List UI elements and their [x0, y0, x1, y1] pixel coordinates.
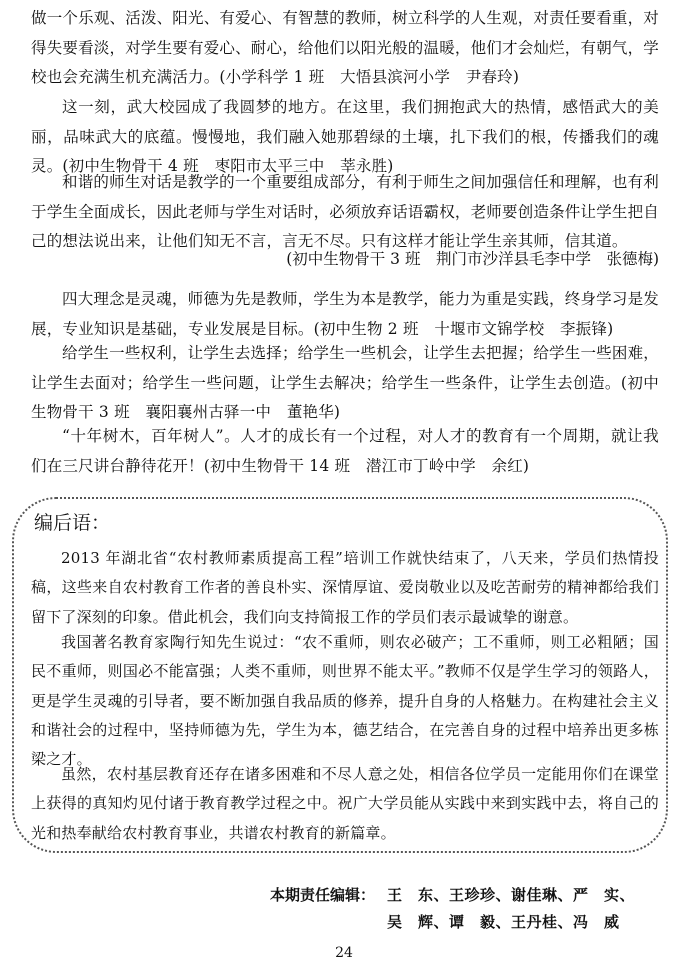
afterword-paragraph-1: 2013 年湖北省“农村教师素质提高工程”培训工作就快结束了，八天来，学员们热情投稿，这些来自农村教育工作者的善良朴实、深情厚谊、爱岗敬业以及吃苦耐劳的精神都给我们留下了深刻的印象。借此机会，我们向支持简报工作的学员们表示最诚挚的谢意。 [31, 549, 659, 626]
paragraph-4: 四大理念是灵魂，师德为先是教师，学生为本是教学，能力为重是实践，终身学习是发展，专业知识是基础，专业发展是目标。(初中生物 2 班 十堰市文锦学校 李振锋) [31, 290, 659, 338]
paragraph-3-attribution: (初中生物骨干 3 班 荆门市沙洋县毛李中学 张德梅) [286, 250, 659, 268]
paragraph-6: “十年树木，百年树人”。人才的成长有一个过程，对人才的教育有一个周期，就让我们在三尺讲台静待花开！(初中生物骨干 14 班 潜江市丁岭中学 余红) [31, 427, 659, 475]
afterword-paragraph-3: 虽然，农村基层教育还存在诸多困难和不尽人意之处，相信各位学员一定能用你们在课堂上获得的真知灼见付诸于教育教学过程之中。祝广大学员能从实践中来到实践中去，将自己的光和热奉献给农村教育事业，共谱农村教育的新篇章。 [31, 765, 659, 842]
afterword-paragraph-2: 我国著名教育家陶行知先生说过：“农不重师，则农必破产；工不重师，则工必粗陋；国民不重师，则国必不能富强；人类不重师，则世界不能太平。”教师不仅是学生学习的领路人，更是学生灵魂的引导者，要不断加强自我品质的修养，提升自身的人格魅力。在构建社会主义和谐社会的过程中，坚持师德为先，学生为本，德艺结合，在完善自身的过程中培养出更多栋梁之才。 [31, 633, 659, 769]
editors-line-2: 吴 辉、谭 毅、王丹桂、冯 威 [387, 913, 620, 931]
paragraph-2: 这一刻，武大校园成了我圆梦的地方。在这里，我们拥抱武大的热情，感悟武大的美丽，品味武大的底蕴。慢慢地，我们融入她那碧绿的土壤，扎下我们的根，传播我们的魂灵。(初中生物骨干 4 班 枣阳市太平三中 莘永胜) [31, 98, 659, 175]
editors-line-1: 王 东、王珍珍、谢佳琳、严 实、 [387, 886, 636, 904]
paragraph-3: 和谐的师生对话是教学的一个重要组成部分，有利于师生之间加强信任和理解，也有利于学生全面成长，因此老师与学生对话时，必须放弃话语霸权，老师要创造条件让学生把自己的想法说出来，让他们知无不言，言无不尽。只有这样才能让学生亲其师，信其道。 [31, 173, 660, 250]
page-number: 24 [335, 945, 353, 961]
editors-label: 本期责任编辑： [270, 886, 376, 904]
paragraph-5: 给学生一些权利，让学生去选择；给学生一些机会，让学生去把握；给学生一些困难，让学生去面对；给学生一些问题，让学生去解决；给学生一些条件，让学生去创造。(初中生物骨干 3 班 襄阳襄州古驿一中 董艳华) [31, 344, 659, 421]
afterword-title: 编后语： [34, 512, 111, 534]
editors-block [270, 882, 660, 938]
paragraph-1: 做一个乐观、活泼、阳光、有爱心、有智慧的教师，树立科学的人生观，对责任要看重，对得失要看淡，对学生要有爱心、耐心，给他们以阳光般的温暖，他们才会灿烂，有朝气，学校也会充满生机充满活力。(小学科学 1 班 大悟县滨河小学 尹春玲) [31, 9, 660, 86]
